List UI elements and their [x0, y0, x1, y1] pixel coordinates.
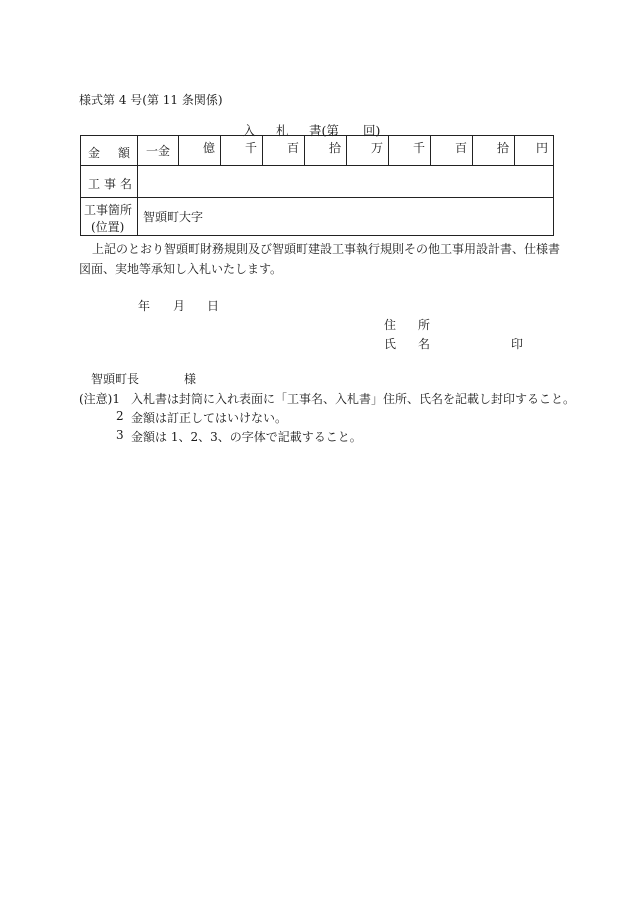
amount-label-char-2: 額 — [118, 146, 131, 160]
unit-juu-man[interactable] — [305, 136, 347, 166]
project-label-char-3: 名 — [120, 177, 133, 191]
title-char-4: 回) — [363, 123, 381, 138]
unit-label: 拾 — [328, 141, 341, 155]
title-char-3: 書(第 — [309, 123, 339, 138]
project-label-char-1: 工 — [88, 177, 101, 191]
unit-label: 千 — [244, 141, 257, 155]
amount-label — [81, 136, 138, 166]
notes-heading: (注意)1 — [79, 392, 120, 406]
unit-sen[interactable] — [389, 136, 431, 166]
body-line-1: 上記のとおり智頭町財務規則及び智頭町建設工事執行規則その他工事用設計書、仕様書 — [92, 242, 561, 256]
note-number-2: 2 — [116, 409, 124, 423]
form-number-label: 様式第 4 号(第 11 条関係) — [79, 93, 223, 107]
body-line-2: 図面、実地等承知し入札いたします。 — [79, 262, 283, 276]
amount-label-char-1: 金 — [88, 146, 101, 160]
unit-label: 円 — [535, 141, 548, 155]
unit-label: 億 — [202, 141, 215, 155]
project-name-field[interactable] — [138, 166, 554, 198]
location-label-line-2: (位置) — [91, 220, 125, 234]
seal-mark: 印 — [511, 337, 524, 351]
location-label — [81, 198, 138, 236]
address-label-char-2: 所 — [418, 318, 431, 332]
unit-hyaku-man[interactable] — [263, 136, 305, 166]
unit-label: 拾 — [496, 141, 509, 155]
name-label-char-1: 氏 — [384, 337, 397, 351]
unit-en[interactable] — [515, 136, 554, 166]
note-item-2: 金額は訂正してはいけない。 — [131, 411, 288, 425]
bid-table — [80, 135, 554, 236]
unit-label: 百 — [454, 141, 467, 155]
note-item-3: 金額は 1、2、3、の字体で記載すること。 — [131, 430, 362, 444]
project-name-row — [81, 166, 554, 198]
amount-row — [81, 136, 554, 166]
address-label-char-1: 住 — [384, 318, 397, 332]
date-year: 年 — [138, 299, 151, 313]
unit-label: 万 — [370, 141, 383, 155]
title-char-1: 入 — [243, 123, 256, 138]
unit-man[interactable] — [347, 136, 389, 166]
name-label-char-2: 名 — [418, 337, 431, 351]
location-label-line-1: 工事箇所 — [84, 203, 133, 217]
unit-juu[interactable] — [473, 136, 515, 166]
note-item-1: 入札書は封筒に入れ表面に「工事名、入札書」住所、氏名を記載し封印すること。 — [131, 392, 576, 406]
addressee-honorific: 様 — [184, 372, 197, 386]
project-label-char-2: 事 — [104, 177, 117, 191]
unit-label: 百 — [286, 141, 299, 155]
location-field[interactable]: 智頭町大字 — [138, 198, 554, 236]
note-number-3: 3 — [116, 428, 124, 442]
location-row — [81, 198, 554, 236]
addressee-name: 智頭町長 — [91, 372, 140, 386]
amount-prefix: 一金 — [138, 136, 179, 166]
date-day: 日 — [207, 299, 220, 313]
unit-hyaku[interactable] — [431, 136, 473, 166]
project-name-label — [81, 166, 138, 198]
unit-sen-man[interactable] — [221, 136, 263, 166]
unit-oku[interactable] — [179, 136, 221, 166]
title-char-2: 札 — [276, 123, 289, 138]
date-month: 月 — [173, 299, 186, 313]
unit-label: 千 — [412, 141, 425, 155]
